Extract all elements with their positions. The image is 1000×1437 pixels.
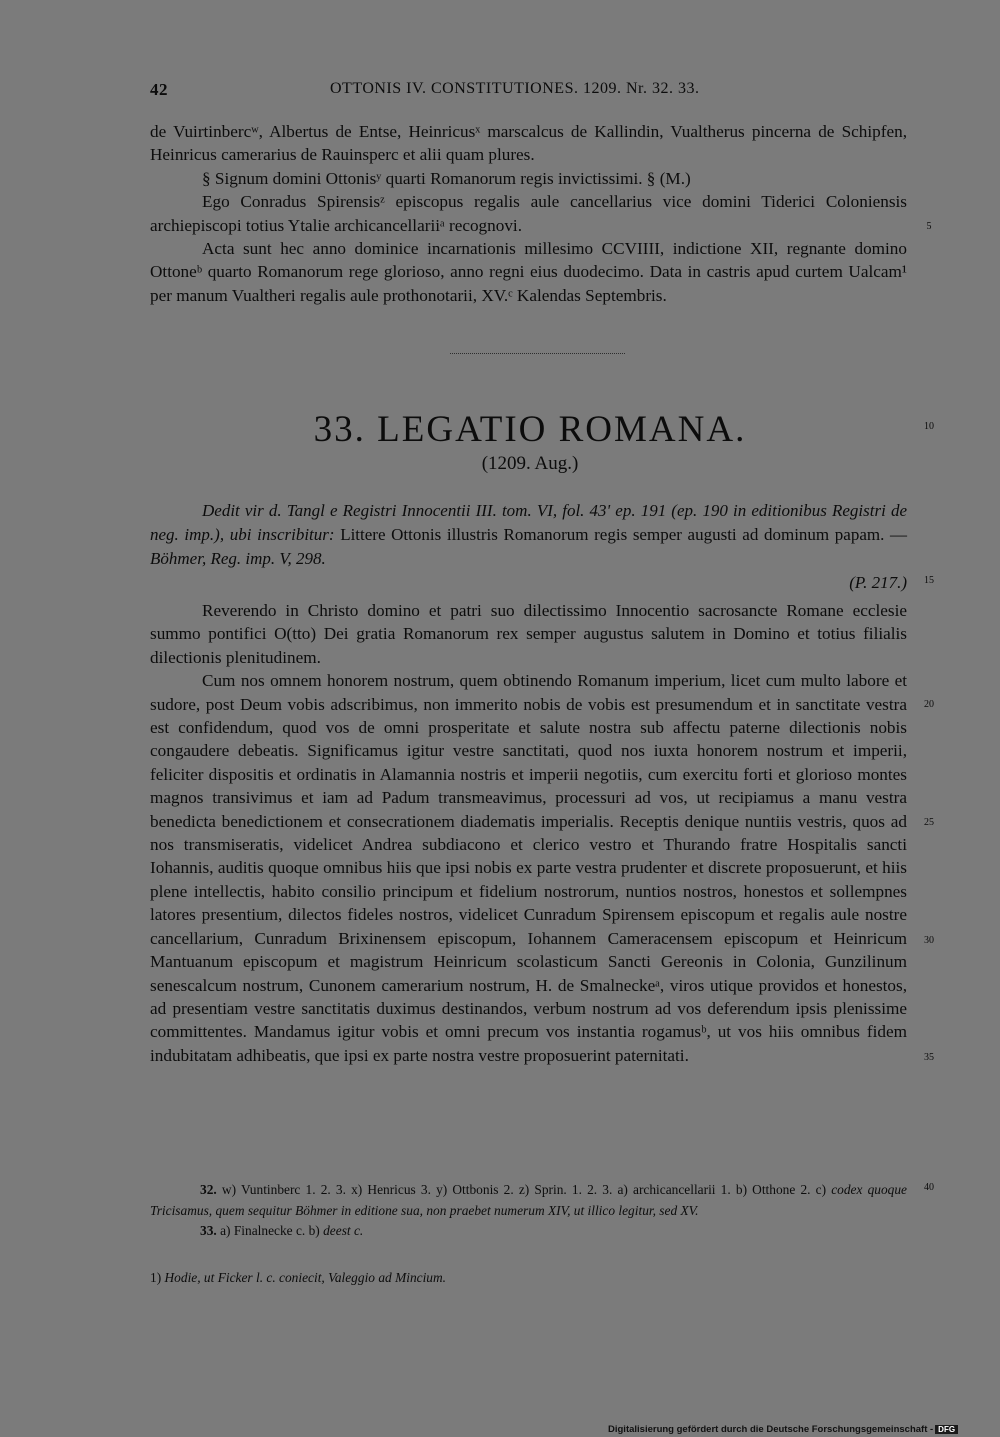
note-33-label: 33. [200, 1223, 217, 1238]
witness-list: de Vuirtinbercʷ, Albertus de Entse, Heinricusˣ marscalcus de Kallindin, Vualtherus pincerna de Schipfen, Heinricus camerarius de Rauinsperc et alii quam plures. [150, 122, 907, 165]
line-number: 10 [924, 421, 934, 432]
source-note [150, 499, 907, 595]
document-32-ending [150, 120, 907, 307]
source-description [150, 499, 907, 571]
running-title: OTTONIS IV. CONSTITUTIONES. 1209. Nr. 32. 33. [330, 80, 700, 97]
line-number: 20 [924, 699, 934, 710]
line-number: 5 [926, 221, 932, 232]
note-32 [150, 1180, 907, 1221]
pertz-reference: (P. 217.) [849, 573, 907, 592]
line-number: 25 [924, 817, 934, 828]
section-divider [450, 353, 625, 354]
document-33-date: (1209. Aug.) [481, 453, 579, 474]
apparatus-notes [150, 1180, 907, 1242]
credit-text: Digitalisierung gefördert durch die Deutsche Forschungsgemeinschaft - [608, 1424, 934, 1435]
note-32-label: 32. [200, 1182, 217, 1197]
line-number: 40 [924, 1182, 934, 1193]
source-italic-1: Dedit vir d. Tangl e Registri Innocentii III. tom. VI, fol. 43' ep. 191 (ep. 190 in editionibus Registri de neg. imp.), ubi inscribitur: [150, 501, 907, 544]
note-32-text: w) Vuntinberc 1. 2. 3. x) Henricus 3. y) Ottbonis 2. z) Sprin. 1. 2. 3. a) archicancellarii 1. b) Otthone 2. c) [221, 1182, 832, 1197]
footnote-1-number: 1) [150, 1270, 165, 1285]
document-33-text [150, 599, 907, 1067]
source-roman: Littere Ottonis illustris Romanorum regis semper augusti ad dominum papam. — [334, 525, 907, 544]
line-number: 35 [924, 1052, 934, 1063]
page-number: 42 [150, 80, 168, 99]
source-italic-2: Böhmer, Reg. imp. V, 298. [150, 549, 326, 568]
line-number: 15 [924, 575, 934, 586]
dating-clause: Acta sunt hec anno dominice incarnationis millesimo CCVIIII, indictione XII, regnante domino Ottoneᵇ quarto Romanorum rege glorioso, anno regni eius duodecimo. Data in castris apud curtem Ualcam¹ per manum Vualtheri regalis aule prothonotarii, XV.ᶜ Kalendas Septembris. [150, 239, 907, 305]
footnote-1 [150, 1268, 907, 1289]
footnotes [150, 1268, 907, 1289]
dfg-logo: DFG [935, 1425, 958, 1434]
recognition-line: Ego Conradus Spirensisᶻ episcopus regalis aule cancellarius vice domini Tiderici Coloniensis archiepiscopi totius Ytalie archicancellariiᵃ recognovi. [150, 192, 907, 235]
salutation-paragraph: Reverendo in Christo domino et patri suo dilectissimo Innocentio sacrosancte Romane ecclesie summo pontifici O(tto) Dei gratia Romanorum rex semper augustus salutem in Domino et totius filialis dilectionis plenitudinem. [150, 601, 907, 667]
note-33-text: a) Finalnecke c. b) [220, 1223, 324, 1238]
signum-line: § Signum domini Ottonisʸ quarti Romanorum regis invictissimi. § (M.) [202, 168, 691, 188]
line-number: 30 [924, 935, 934, 946]
note-32-italic: codex quoque Tricisamus, quem sequitur Böhmer in editione sua, non praebet numerum XIV, ut illico legitur, sed XV. [150, 1182, 907, 1218]
note-33-italic: deest c. [323, 1223, 364, 1238]
document-33-title: 33. LEGATIO ROMANA. [313, 409, 747, 450]
footnote-1-text: Hodie, ut Ficker l. c. coniecit, Valeggio ad Mincium. [164, 1270, 447, 1285]
note-33 [150, 1221, 907, 1242]
digitization-credit [608, 1424, 958, 1435]
main-paragraph: Cum nos omnem honorem nostrum, quem obtinendo Romanum imperium, licet cum multo labore et sudore, post Deum vobis adscribimus, non immerito nobis de vobis est presumendum et in sanctitate vestra est confidendum, quod vos de omni prosperitate et salute nostra sub affectu paterne dilectionis nobis congaudere debeatis. Significamus igitur vestre sanctitati, quod nos iuxta honorem nostrum et imperii, feliciter dispositis et ordinatis in Alamannia nostris et imperii negotiis, cum exercitu forti et glorioso montes magnos transivimus et iam ad Padum transmeavimus, processuri ad vos, ut recipiamus a manu vestra benedicta benedictionem et consecrationem diadematis imperialis. Receptis denique nuntiis vestris, quos ad nos transmiseratis, videlicet Andrea subdiacono et clerico vestro et Thurando fratre Hospitalis sancti Iohannis, auditis quoque omnibus hiis que ipsi nobis ex parte vestra prudenter et discrete proposuerunt, et hiis plene intellectis, habito consilio principum et fidelium nostrorum, nuntios nostros, honestos et sollempnes latores presentium, dilectos fideles nostros, videlicet Cunradum Spirensem episcopum et regalis aule nostre cancellarium, Cunradum Brixinensem episcopum, Iohannem Cameracensem episcopum et Heinricum Mantuanum episcopum et magistrum Heinricum scolasticum Sancti Gereonis in Colonia, Gunzilinum senescalcum nostrum, Cunonem camerarium nostrum, H. de Smalneckeᵃ, viros utique providos et honestos, ad presentiam vestre sanctitatis duximus destinandos, verbum nostrum ad vos deferendum ipsis plenissime committentes. Mandamus igitur vobis et omni precum vos instantia rogamusᵇ, ut vos hiis omnibus fidem indubitatam adhibeatis, que ipsi ex parte nostra vestre proposuerint paternitati. [150, 671, 907, 1065]
